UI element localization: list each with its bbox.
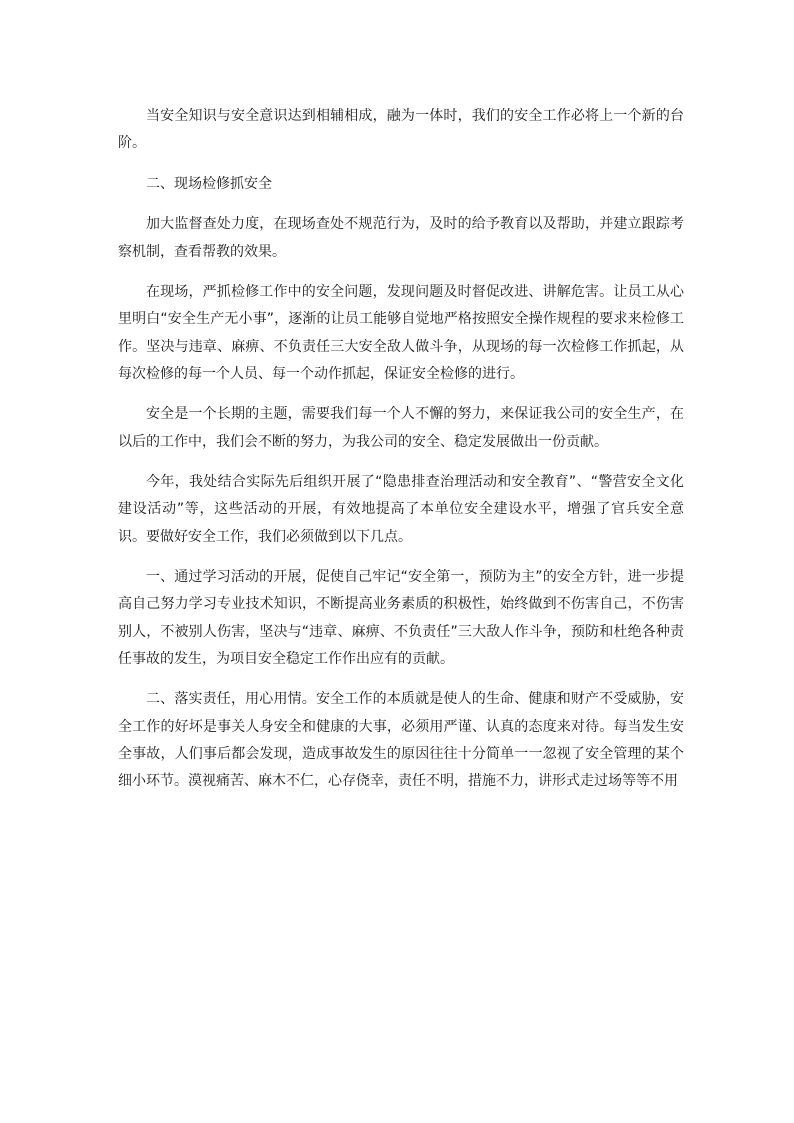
paragraph-point-one: 一、通过学习活动的开展，促使自己牢记“安全第一，预防为主”的安全方针，进一步提高自己努力学习专业技术知识，不断提高业务素质的积极性，始终做到不伤害自己，不伤害别人，不被别人伤害，坚决与“违章、麻痹、不负责任”三大敌人作斗争，预防和杜绝各种责任事故的发生，为项目安全稳定工作作出应有的贡献。 (118, 569, 684, 667)
document-body (118, 103, 684, 809)
section-heading-site-maintenance: 二、现场检修抓安全 (146, 175, 272, 192)
paragraph-safety-awareness: 当安全知识与安全意识达到相辅相成，融为一体时，我们的安全工作必将上一个新的台阶。 (118, 108, 684, 152)
paragraph-onsite-safety: 在现场，严抓检修工作中的安全问题，发现问题及时督促改进、讲解危害。让员工从心里明白“安全生产无小事”，逐渐的让员工能够自觉地严格按照安全操作规程的要求来检修工作。坚决与违章、麻痹、不负责任三大安全敌人做斗争，从现场的每一次检修工作抓起，从每次检修的每一个人员、每一个动作抓起，保证安全检修的进行。 (118, 284, 684, 382)
paragraph-supervision: 加大监督查处力度，在现场查处不规范行为，及时的给予教育以及帮助，并建立跟踪考察机制，查看帮教的效果。 (118, 216, 684, 260)
paragraph-activities: 今年，我处结合实际先后组织开展了“隐患排查治理活动和安全教育”、“警营安全文化建设活动”等，这些活动的开展，有效地提高了本单位安全建设水平，增强了官兵安全意识。要做好安全工作，我们必须做到以下几点。 (118, 474, 684, 545)
paragraph-point-two: 二、落实责任，用心用情。安全工作的本质就是使人的生命、健康和财产不受威胁，安全工作的好坏是事关人身安全和健康的大事，必须用严谨、认真的态度来对待。每当发生安全事故，人们事后都会发现，造成事故发生的原因往往十分简单一一忽视了安全管理的某个细小环节。漠视痛苦、麻木不仁，心存侥幸，责任不明，措施不力，讲形式走过场等等不用 (118, 691, 684, 789)
paragraph-long-term-theme: 安全是一个长期的主题，需要我们每一个人不懈的努力，来保证我公司的安全生产，在以后的工作中，我们会不断的努力，为我公司的安全、稳定发展做出一份贡献。 (118, 406, 684, 450)
